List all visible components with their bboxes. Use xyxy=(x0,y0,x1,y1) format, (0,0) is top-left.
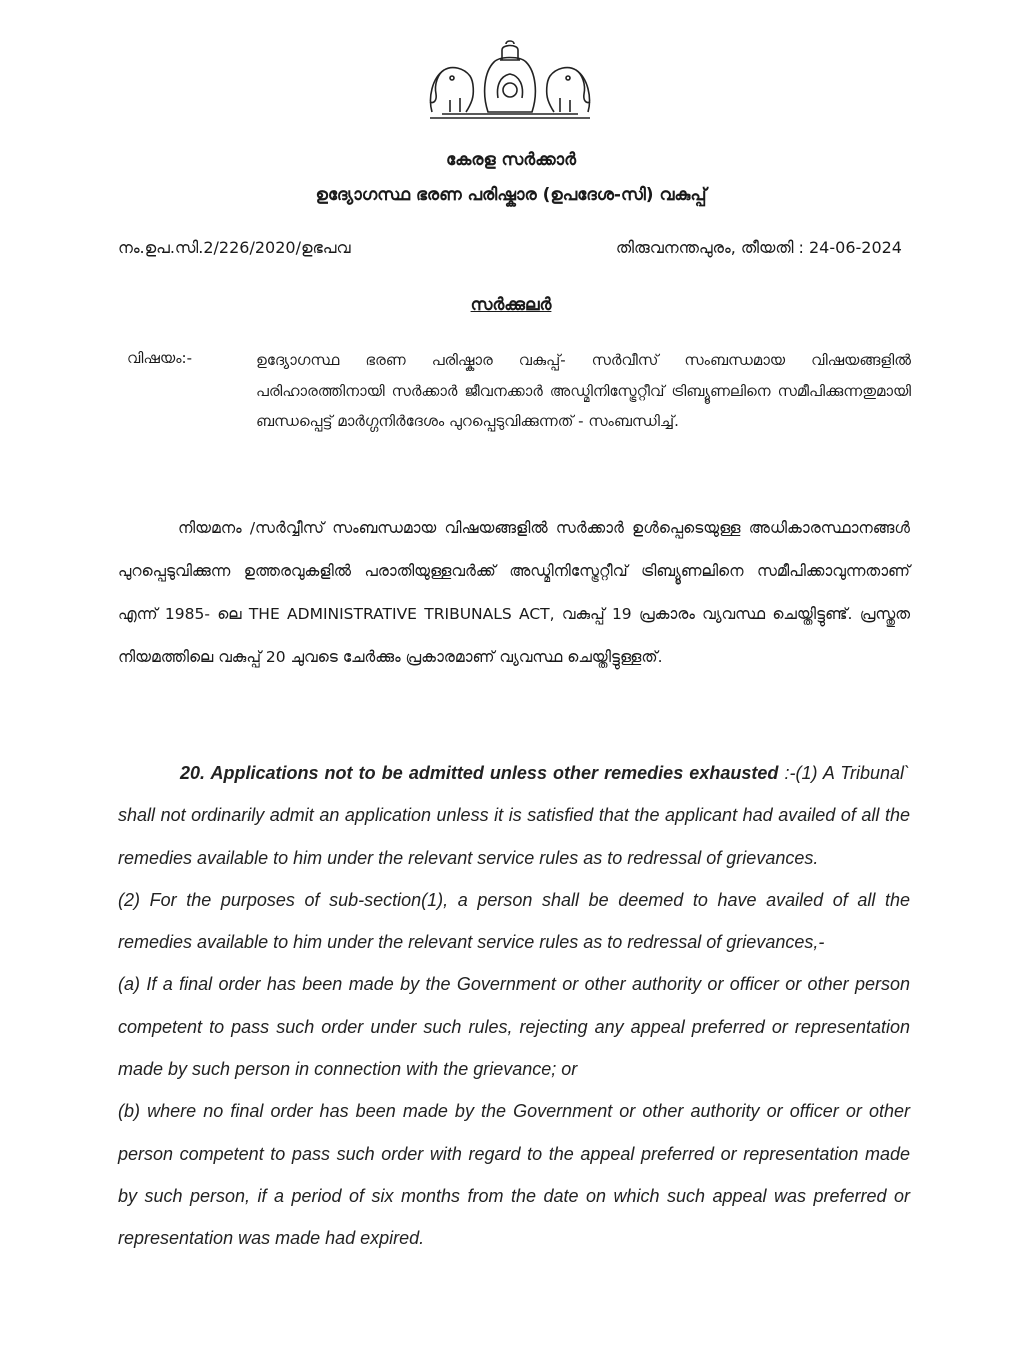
section-heading: 20. Applications not to be admitted unless other remedies exhausted xyxy=(180,763,779,783)
place-and-date: തിരുവനന്തപുരം, തീയതി : 24-06-2024 xyxy=(615,238,902,257)
clause-a: (a) If a final order has been made by the Government or other authority or officer or other person competent to pass such order under such rules, rejecting any appeal preferred or representation made by such person in connection with the grievance; or xyxy=(118,974,910,1080)
subject-text: ഉദ്യോഗസ്ഥ ഭരണ പരിഷ്കാര വകുപ്പ്- സർവീസ് സംബന്ധമായ വിഷയങ്ങളിൽ പരിഹാരത്തിനായി സർക്കാർ ജീവനക്കാർ അഡ്മിനിസ്ട്രേറ്റീവ് ട്രിബ്യൂണലിനെ സമീപിക്കുന്നതുമായി ബന്ധപ്പെട്ട് മാർഗ്ഗനിർദേശം പുറപ്പെടുവിക്കുന്നത് - സംബന്ധിച്ച്. xyxy=(256,351,911,430)
subsection-2: (2) For the purposes of sub-section(1), a person shall be deemed to have availed of all the remedies available to him under the relevant service rules as to redressal of grievances,- xyxy=(118,889,910,953)
document-title: സർക്കുലർ xyxy=(470,295,552,315)
subsection-1-text: :-(1) A Tribunal` shall not ordinarily admit an application unless it is satisfied that the applicant had availed of all the remedies available to him under the relevant service rules as to redressal of grievances. xyxy=(118,763,911,868)
subject-label: വിഷയം:- xyxy=(127,349,192,367)
clause-b: (b) where no final order has been made by the Government or other authority or officer or other person competent to pass such order with regard to the appeal preferred or representation made by such person, if a period of six months from the date on which such appeal was preferred or representation was made had expired. xyxy=(118,1101,910,1249)
state-emblem xyxy=(422,38,598,122)
section-20-subsection-1 xyxy=(118,752,910,879)
body-paragraph: നിയമനം /സർവ്വീസ് സംബന്ധമായ വിഷയങ്ങളിൽ സർക്കാർ ഉൾപ്പെടെയുള്ള അധികാരസ്ഥാനങ്ങൾ പുറപ്പെടുവിക്കുന്ന ഉത്തരവുകളിൽ പരാതിയുള്ളവർക്ക് അഡ്മിനിസ്ട്രേറ്റീവ് ട്രിബ്യൂണലിനെ സമീപിക്കാവുന്നതാണ് എന്ന് 1985- ലെ THE ADMINISTRATIVE TRIBUNALS ACT, വകുപ്പ് 19 പ്രകാരം വ്യവസ്ഥ ചെയ്തിട്ടുണ്ട്. പ്രസ്തുത നിയമത്തിലെ വകുപ്പ് 20 ചുവടെ ചേർക്കും പ്രകാരമാണ് വ്യവസ്ഥ ചെയ്തിട്ടുള്ളത്. xyxy=(118,519,910,666)
department-name: ഉദ്യോഗസ്ഥ ഭരണ പരിഷ്കാര (ഉപദേശ-സി) വകുപ്പ് xyxy=(315,185,707,205)
quoted-section xyxy=(118,752,910,1260)
government-name: കേരള സർക്കാർ xyxy=(445,150,577,170)
reference-number: നം.ഉപ.സി.2/226/2020/ഉഭപവ xyxy=(118,238,351,257)
